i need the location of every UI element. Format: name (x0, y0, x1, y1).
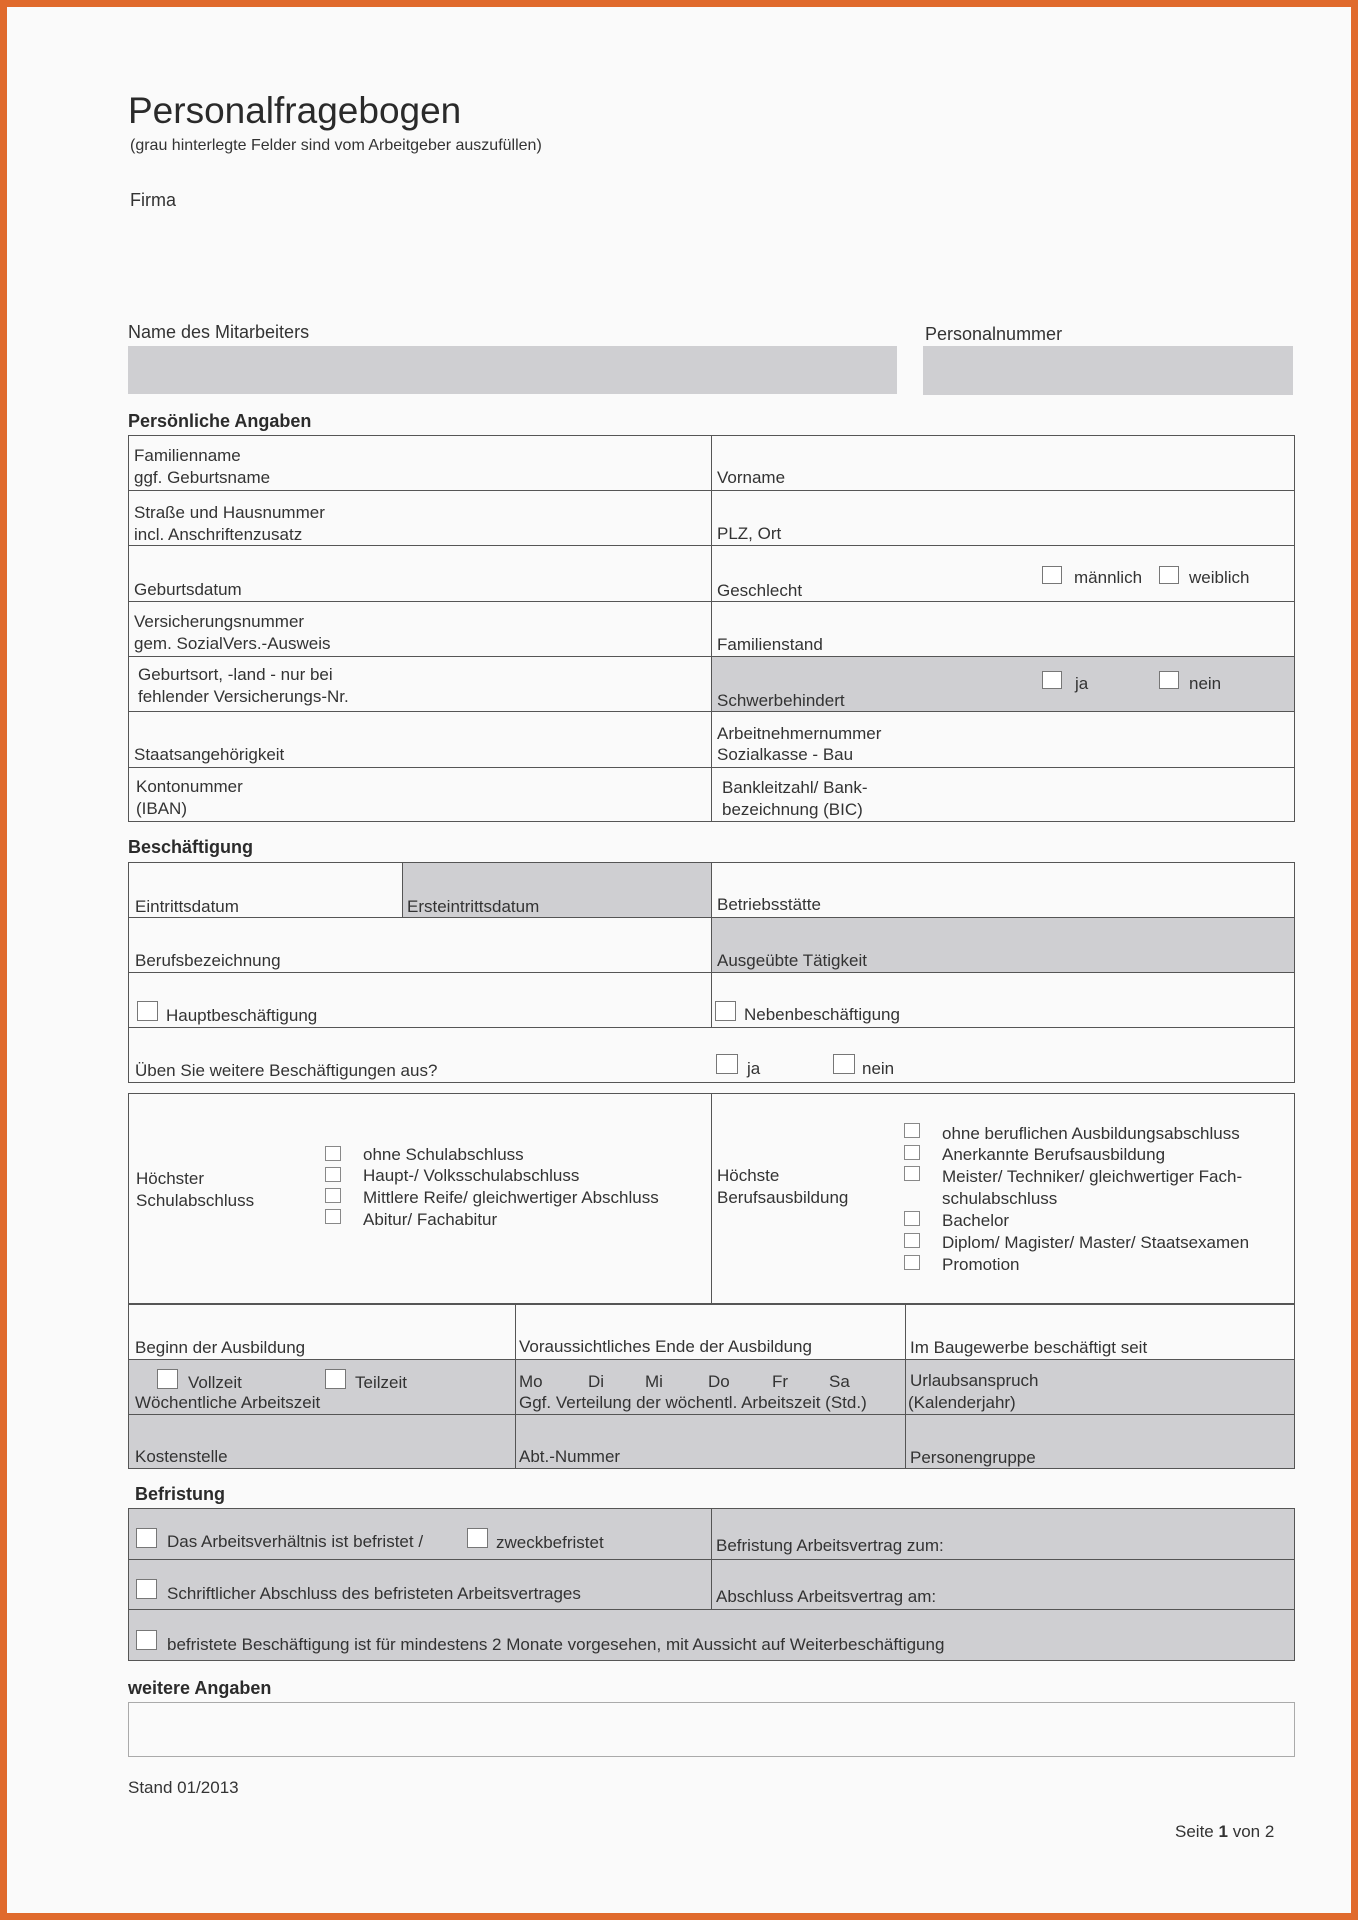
ausbildung-option-checkbox[interactable] (904, 1211, 920, 1226)
eintrittsdatum-label: Eintrittsdatum (135, 897, 239, 916)
ausbildung-option-label: Bachelor (942, 1211, 1010, 1230)
schwerbehindert-ja-checkbox[interactable] (1042, 671, 1062, 689)
section-further-heading: weitere Angaben (128, 1678, 272, 1698)
ausbildung-option-label: Anerkannte Berufsausbildung (942, 1145, 1166, 1164)
hauptbeschaeftigung-label: Hauptbeschäftigung (166, 1006, 318, 1025)
sozialkasse-label: Sozialkasse - Bau (717, 745, 854, 764)
page-title: Personalfragebogen (128, 90, 462, 131)
befristet-label: Das Arbeitsverhältnis ist befristet / (167, 1532, 424, 1551)
schul-option-label: Mittlere Reife/ gleichwertiger Abschluss (363, 1188, 659, 1207)
ausbildung-option-label: ohne beruflichen Ausbildungsabschluss (942, 1124, 1240, 1143)
teilzeit-label: Teilzeit (355, 1373, 407, 1392)
geburtsdatum-label: Geburtsdatum (134, 580, 242, 599)
ausbildung-option-label: Promotion (942, 1255, 1020, 1274)
strasse-label: Straße und Hausnummer (134, 503, 325, 522)
berufsausbildung-label-2: Berufsausbildung (717, 1188, 849, 1207)
ersteintrittsdatum-label: Ersteintrittsdatum (407, 897, 540, 916)
weitere-nein-checkbox[interactable] (833, 1054, 855, 1074)
staatsangehoerigkeit-label: Staatsangehörigkeit (134, 745, 285, 764)
befristung-zum-label: Befristung Arbeitsvertrag zum: (716, 1536, 944, 1555)
day-di: Di (588, 1372, 605, 1391)
beginn-ausbildung-label: Beginn der Ausbildung (135, 1338, 306, 1357)
versicherungsnummer-label: Versicherungsnummer (134, 612, 305, 631)
weiblich-checkbox[interactable] (1159, 566, 1179, 584)
arbeitnehmernummer-label: Arbeitnehmernummer (717, 724, 882, 743)
day-do: Do (708, 1372, 730, 1391)
zweckbefristet-label: zweckbefristet (496, 1533, 604, 1552)
abt-nummer-label: Abt.-Nummer (519, 1447, 621, 1466)
schwerbehindert-nein-checkbox[interactable] (1159, 671, 1179, 689)
personalnummer-field[interactable] (923, 346, 1293, 395)
ausbildung-option-checkbox[interactable] (904, 1233, 920, 1248)
schwerbehindert-nein-label: nein (1189, 674, 1222, 693)
befristet-checkbox[interactable] (136, 1528, 157, 1548)
iban-label: (IBAN) (136, 799, 187, 818)
schul-option-label: ohne Schulabschluss (363, 1145, 524, 1164)
zweckbefristet-checkbox[interactable] (467, 1528, 488, 1548)
weitere-angaben-field[interactable] (128, 1702, 1295, 1757)
nebenbeschaeftigung-label: Nebenbeschäftigung (744, 1005, 900, 1024)
berufsausbildung-label-1: Höchste (717, 1166, 780, 1185)
nebenbeschaeftigung-checkbox[interactable] (715, 1001, 736, 1021)
abschluss-am-label: Abschluss Arbeitsvertrag am: (716, 1587, 937, 1606)
baugewerbe-label: Im Baugewerbe beschäftigt seit (910, 1338, 1148, 1357)
kontonummer-label: Kontonummer (136, 777, 243, 796)
ausbildung-option-checkbox[interactable] (904, 1255, 920, 1270)
schriftlich-checkbox[interactable] (136, 1579, 157, 1599)
vollzeit-label: Vollzeit (188, 1373, 242, 1392)
weitere-ja-checkbox[interactable] (716, 1054, 738, 1074)
kalenderjahr-label: (Kalenderjahr) (908, 1393, 1016, 1412)
ausbildung-option-checkbox[interactable] (904, 1166, 920, 1181)
schul-option-checkbox[interactable] (325, 1146, 341, 1161)
schwerbehindert-label: Schwerbehindert (717, 691, 845, 710)
section-limitation-heading: Befristung (135, 1484, 225, 1504)
weitere-beschaeftigungen-label: Üben Sie weitere Beschäftigungen aus? (135, 1061, 438, 1080)
schriftlich-label: Schriftlicher Abschluss des befristeten Arbeitsvertrages (167, 1584, 581, 1603)
ausbildung-option-label-cont: schulabschluss (942, 1189, 1058, 1208)
maennlich-label: männlich (1074, 568, 1143, 587)
bic-label: bezeichnung (BIC) (722, 800, 863, 819)
berufsbezeichnung-label: Berufsbezeichnung (135, 951, 281, 970)
schul-option-label: Abitur/ Fachabitur (363, 1210, 498, 1229)
plz-ort-label: PLZ, Ort (717, 524, 782, 543)
schulabschluss-label-2: Schulabschluss (136, 1191, 255, 1210)
seite-label: Seite (1175, 1822, 1214, 1841)
section-personal-heading: Persönliche Angaben (128, 411, 312, 431)
ausbildung-option-label: Meister/ Techniker/ gleichwertiger Fach- (942, 1167, 1243, 1186)
firma-label: Firma (130, 190, 176, 210)
section-employment-heading: Beschäftigung (128, 837, 254, 857)
vorname-label: Vorname (717, 468, 786, 487)
hauptbeschaeftigung-checkbox[interactable] (137, 1001, 158, 1021)
page-number (1175, 1821, 1274, 1842)
maennlich-checkbox[interactable] (1042, 566, 1062, 584)
day-sa: Sa (829, 1372, 850, 1391)
weitere-ja-label: ja (747, 1059, 761, 1078)
schul-option-checkbox[interactable] (325, 1188, 341, 1203)
name-field[interactable] (128, 346, 897, 394)
familienname-label: Familienname (134, 446, 241, 465)
urlaubsanspruch-label: Urlaubsanspruch (910, 1371, 1039, 1390)
kostenstelle-label: Kostenstelle (135, 1447, 228, 1466)
geschlecht-label: Geschlecht (717, 581, 803, 600)
day-fr: Fr (772, 1372, 789, 1391)
schwerbehindert-ja-label: ja (1075, 674, 1089, 693)
geburtsname-label: ggf. Geburtsname (134, 468, 271, 487)
total-pages: von 2 (1232, 1822, 1275, 1841)
day-mo: Mo (519, 1372, 543, 1391)
ausgeuebte-label: Ausgeübte Tätigkeit (717, 951, 867, 970)
personengruppe-label: Personengruppe (910, 1448, 1036, 1467)
weiblich-label: weiblich (1189, 568, 1250, 587)
anschriftenzusatz-label: incl. Anschriftenzusatz (134, 525, 303, 544)
schul-option-label: Haupt-/ Volksschulabschluss (363, 1166, 580, 1185)
verteilung-label: Ggf. Verteilung der wöchentl. Arbeitszeit (Std.) (519, 1393, 867, 1412)
page-subtitle: (grau hinterlegte Felder sind vom Arbeitgeber auszufüllen) (130, 137, 542, 154)
mindestens-label: befristete Beschäftigung ist für mindestens 2 Monate vorgesehen, mit Aussicht auf Weiterbeschäftigung (167, 1635, 945, 1654)
stand-label: Stand 01/2013 (128, 1778, 239, 1797)
weitere-nein-label: nein (862, 1059, 895, 1078)
sozialvers-label: gem. SozialVers.-Ausweis (134, 634, 331, 653)
schul-option-checkbox[interactable] (325, 1209, 341, 1224)
ausbildung-option-checkbox[interactable] (904, 1123, 920, 1138)
personalnummer-label: Personalnummer (925, 324, 1063, 344)
fehlender-vers-label: fehlender Versicherungs-Nr. (138, 687, 349, 706)
ausbildung-option-label: Diplom/ Magister/ Master/ Staatsexamen (942, 1233, 1250, 1252)
schulabschluss-label-1: Höchster (136, 1169, 205, 1188)
familienstand-label: Familienstand (717, 635, 823, 654)
betriebsstaette-label: Betriebsstätte (717, 895, 821, 914)
schul-option-checkbox[interactable] (325, 1167, 341, 1182)
vollzeit-checkbox[interactable] (157, 1369, 178, 1389)
ende-ausbildung-label: Voraussichtliches Ende der Ausbildung (519, 1337, 812, 1356)
current-page: 1 (1218, 1822, 1228, 1841)
woechentliche-arbeitszeit-label: Wöchentliche Arbeitszeit (135, 1393, 321, 1412)
mindestens-checkbox[interactable] (136, 1630, 157, 1650)
teilzeit-checkbox[interactable] (325, 1369, 346, 1389)
geburtsort-label: Geburtsort, -land - nur bei (138, 665, 333, 684)
bankleitzahl-label: Bankleitzahl/ Bank- (722, 778, 868, 797)
name-label: Name des Mitarbeiters (128, 322, 310, 342)
ausbildung-option-checkbox[interactable] (904, 1145, 920, 1160)
day-mi: Mi (645, 1372, 663, 1391)
